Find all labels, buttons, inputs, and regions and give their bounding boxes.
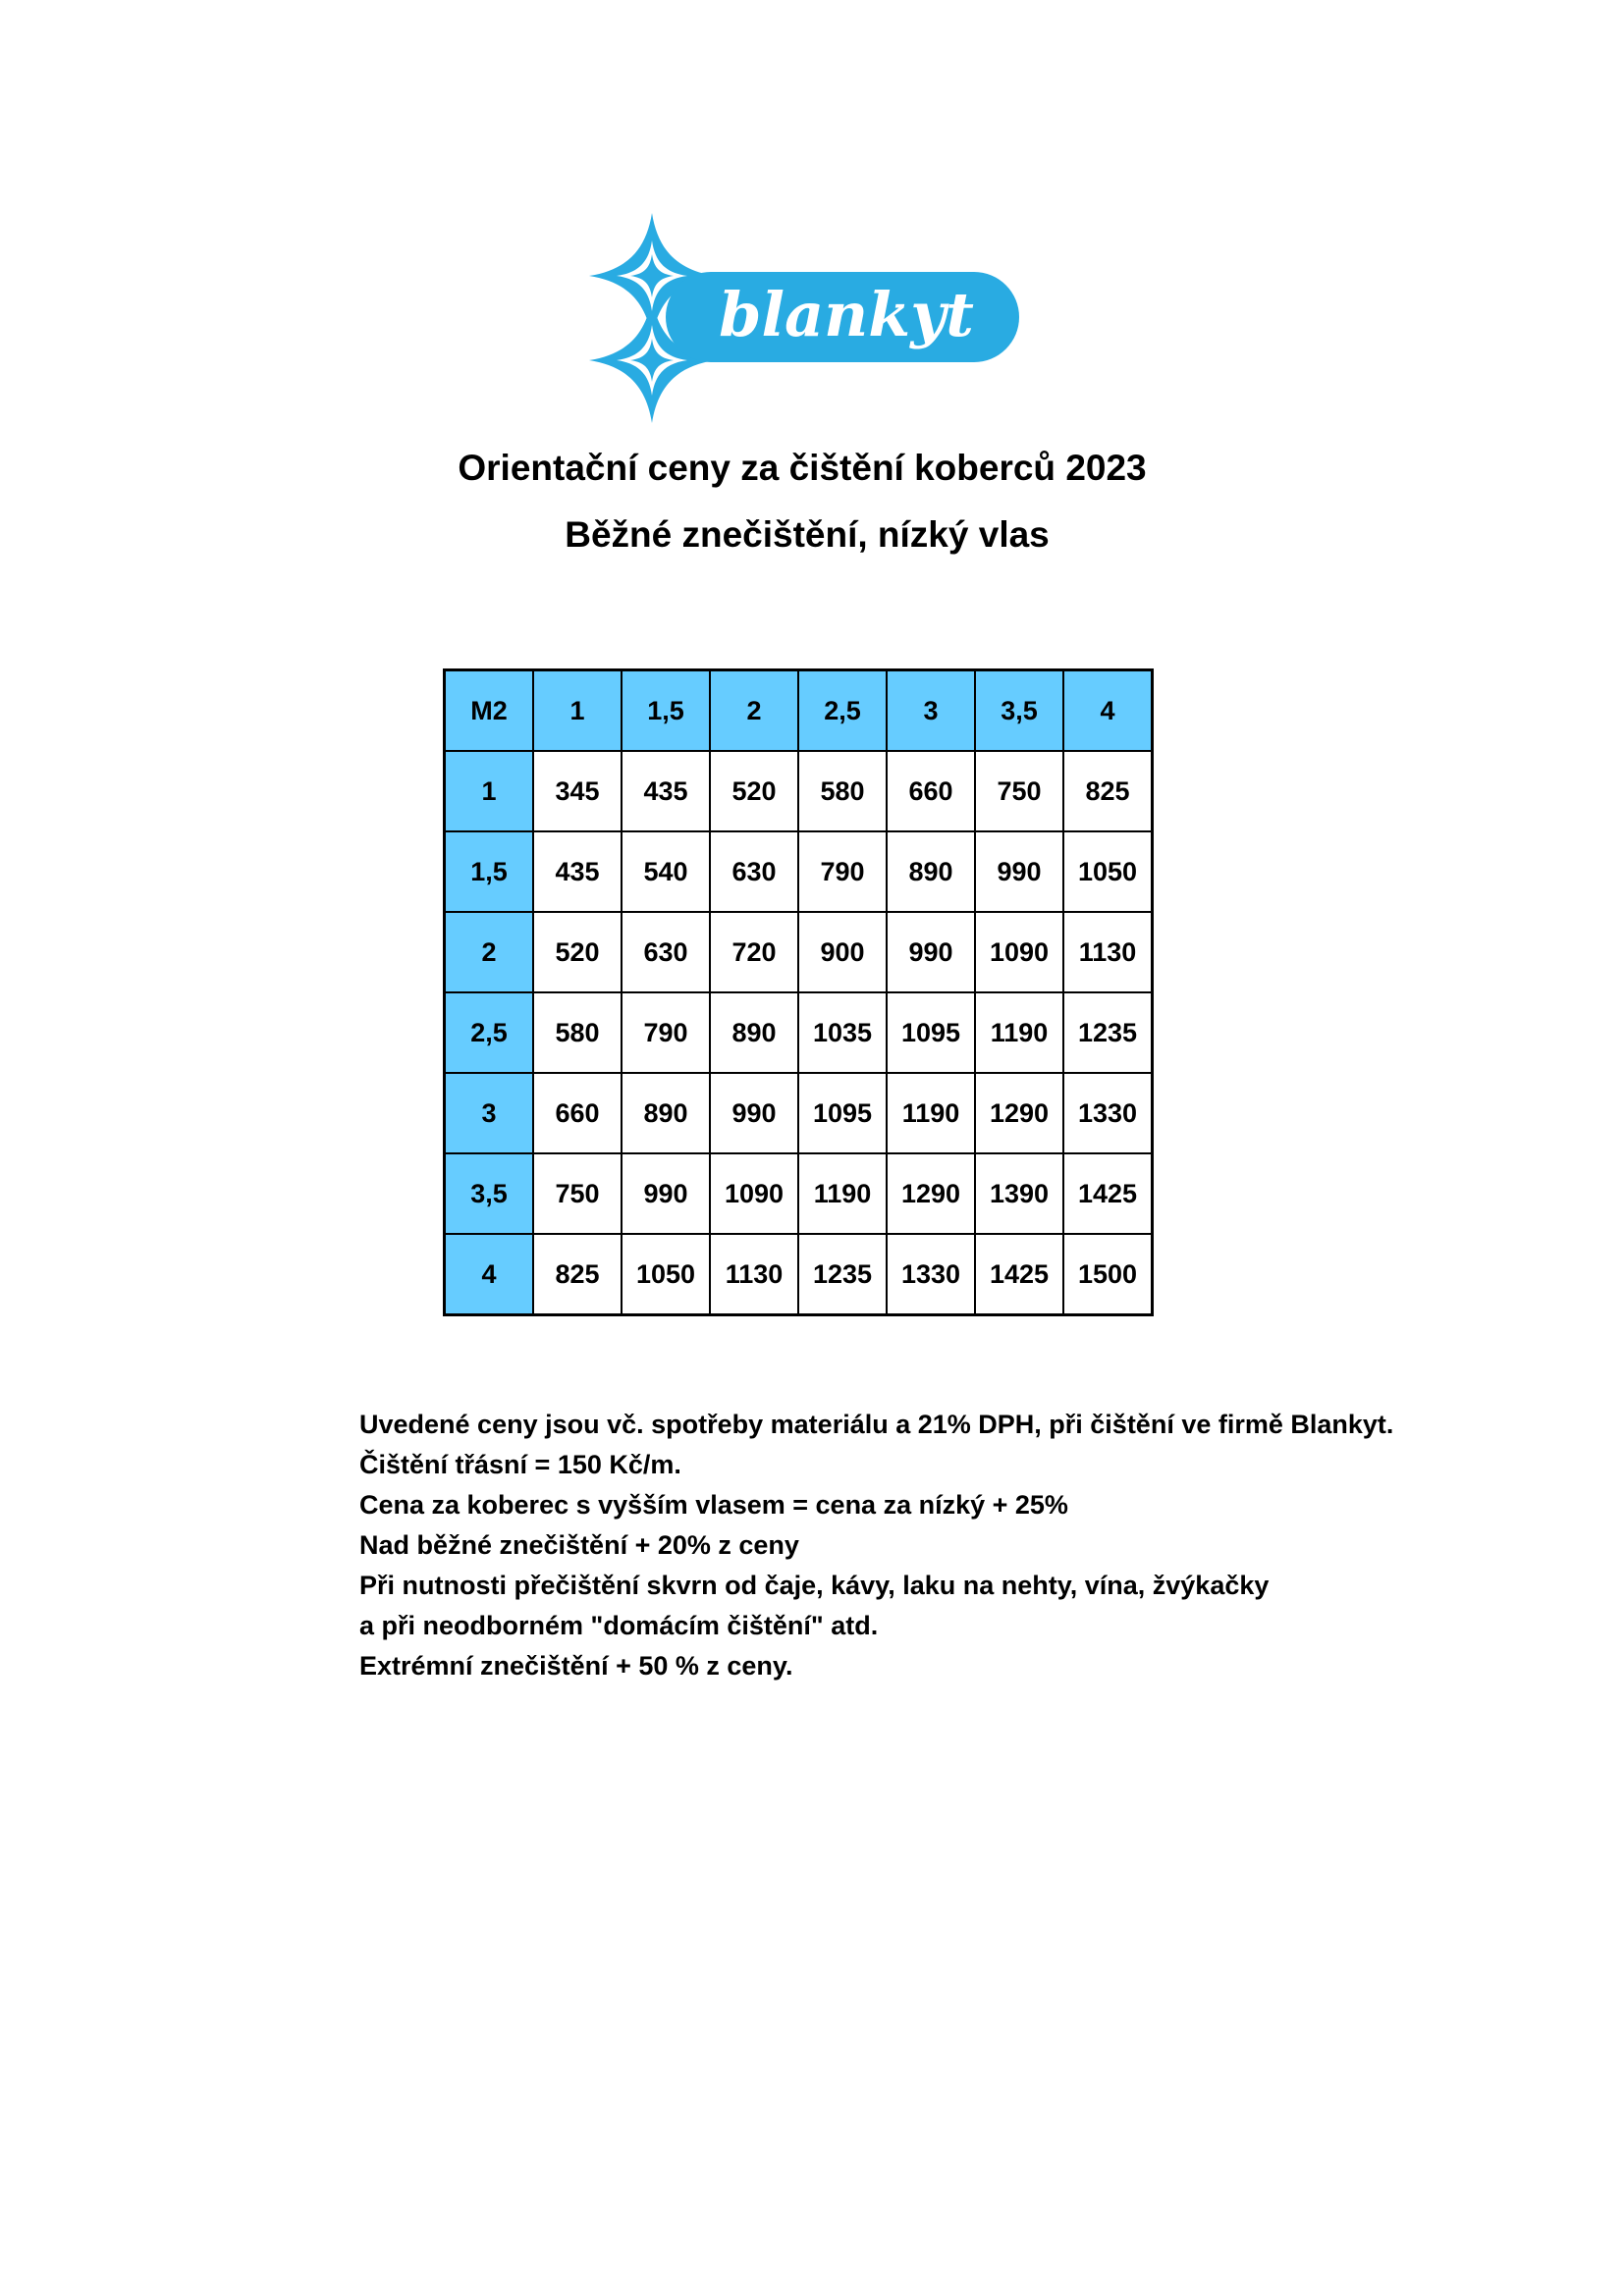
column-header: 1,5 — [622, 670, 710, 752]
row-header: 2 — [445, 912, 534, 992]
price-cell: 1190 — [887, 1073, 975, 1153]
price-cell: 580 — [798, 751, 887, 831]
note-line: Nad běžné znečištění + 20% z ceny — [359, 1530, 799, 1560]
blankyt-logo — [571, 211, 1023, 427]
price-cell: 750 — [975, 751, 1063, 831]
price-table — [443, 668, 1154, 1316]
column-header: 2 — [710, 670, 798, 752]
price-cell: 1050 — [1063, 831, 1153, 912]
row-header: 1,5 — [445, 831, 534, 912]
price-cell: 1035 — [798, 992, 887, 1073]
logo-wordmark: blankyt — [719, 279, 974, 350]
price-cell: 900 — [798, 912, 887, 992]
page-title: Orientační ceny za čištění koberců 2023 — [458, 448, 1147, 488]
price-cell: 1425 — [1063, 1153, 1153, 1234]
table-header-row — [445, 670, 1153, 752]
price-cell: 750 — [533, 1153, 622, 1234]
column-header: 1 — [533, 670, 622, 752]
price-cell: 345 — [533, 751, 622, 831]
price-cell: 630 — [622, 912, 710, 992]
price-cell: 1130 — [710, 1234, 798, 1315]
column-header: 3,5 — [975, 670, 1063, 752]
price-cell: 890 — [710, 992, 798, 1073]
table-row — [445, 1153, 1153, 1234]
table-row — [445, 992, 1153, 1073]
price-cell: 1330 — [887, 1234, 975, 1315]
price-cell: 1425 — [975, 1234, 1063, 1315]
column-header: 3 — [887, 670, 975, 752]
column-header: 2,5 — [798, 670, 887, 752]
table-row — [445, 1073, 1153, 1153]
row-header: 1 — [445, 751, 534, 831]
page-subtitle: Běžné znečištění, nízký vlas — [565, 514, 1050, 555]
price-cell: 660 — [887, 751, 975, 831]
price-cell: 1290 — [975, 1073, 1063, 1153]
price-cell: 580 — [533, 992, 622, 1073]
column-header: 4 — [1063, 670, 1153, 752]
table-corner-cell: M2 — [445, 670, 534, 752]
price-cell: 435 — [533, 831, 622, 912]
note-line: Čištění třásní = 150 Kč/m. — [359, 1450, 681, 1479]
row-header: 3,5 — [445, 1153, 534, 1234]
price-cell: 890 — [622, 1073, 710, 1153]
price-cell: 1050 — [622, 1234, 710, 1315]
price-cell: 1090 — [710, 1153, 798, 1234]
price-cell: 1190 — [798, 1153, 887, 1234]
table-row — [445, 751, 1153, 831]
price-cell: 630 — [710, 831, 798, 912]
price-cell: 435 — [622, 751, 710, 831]
price-cell: 1190 — [975, 992, 1063, 1073]
price-cell: 990 — [622, 1153, 710, 1234]
price-cell: 1290 — [887, 1153, 975, 1234]
price-cell: 890 — [887, 831, 975, 912]
price-cell: 825 — [1063, 751, 1153, 831]
note-line: Extrémní znečištění + 50 % z ceny. — [359, 1651, 793, 1681]
row-header: 2,5 — [445, 992, 534, 1073]
table-row — [445, 1234, 1153, 1315]
price-cell: 1330 — [1063, 1073, 1153, 1153]
price-cell: 790 — [622, 992, 710, 1073]
note-line: Při nutnosti přečištění skvrn od čaje, kávy, laku na nehty, vína, žvýkačky — [359, 1571, 1270, 1600]
price-cell: 1130 — [1063, 912, 1153, 992]
price-cell: 790 — [798, 831, 887, 912]
note-line: a při neodborném "domácím čištění" atd. — [359, 1611, 879, 1640]
price-cell: 1390 — [975, 1153, 1063, 1234]
row-header: 4 — [445, 1234, 534, 1315]
price-cell: 720 — [710, 912, 798, 992]
row-header: 3 — [445, 1073, 534, 1153]
price-cell: 1235 — [1063, 992, 1153, 1073]
price-cell: 540 — [622, 831, 710, 912]
price-cell: 990 — [887, 912, 975, 992]
price-cell: 660 — [533, 1073, 622, 1153]
price-cell: 1500 — [1063, 1234, 1153, 1315]
price-cell: 1095 — [798, 1073, 887, 1153]
table-row — [445, 831, 1153, 912]
price-cell: 1235 — [798, 1234, 887, 1315]
price-cell: 825 — [533, 1234, 622, 1315]
table-row — [445, 912, 1153, 992]
price-cell: 990 — [975, 831, 1063, 912]
price-cell: 1090 — [975, 912, 1063, 992]
note-line: Uvedené ceny jsou vč. spotřeby materiálu a 21% DPH, při čištění ve firmě Blankyt. — [359, 1410, 1394, 1439]
price-cell: 1095 — [887, 992, 975, 1073]
price-cell: 520 — [533, 912, 622, 992]
note-line: Cena za koberec s vyšším vlasem = cena za nízký + 25% — [359, 1490, 1068, 1520]
price-cell: 520 — [710, 751, 798, 831]
price-cell: 990 — [710, 1073, 798, 1153]
pricing-notes — [359, 1405, 1393, 1686]
